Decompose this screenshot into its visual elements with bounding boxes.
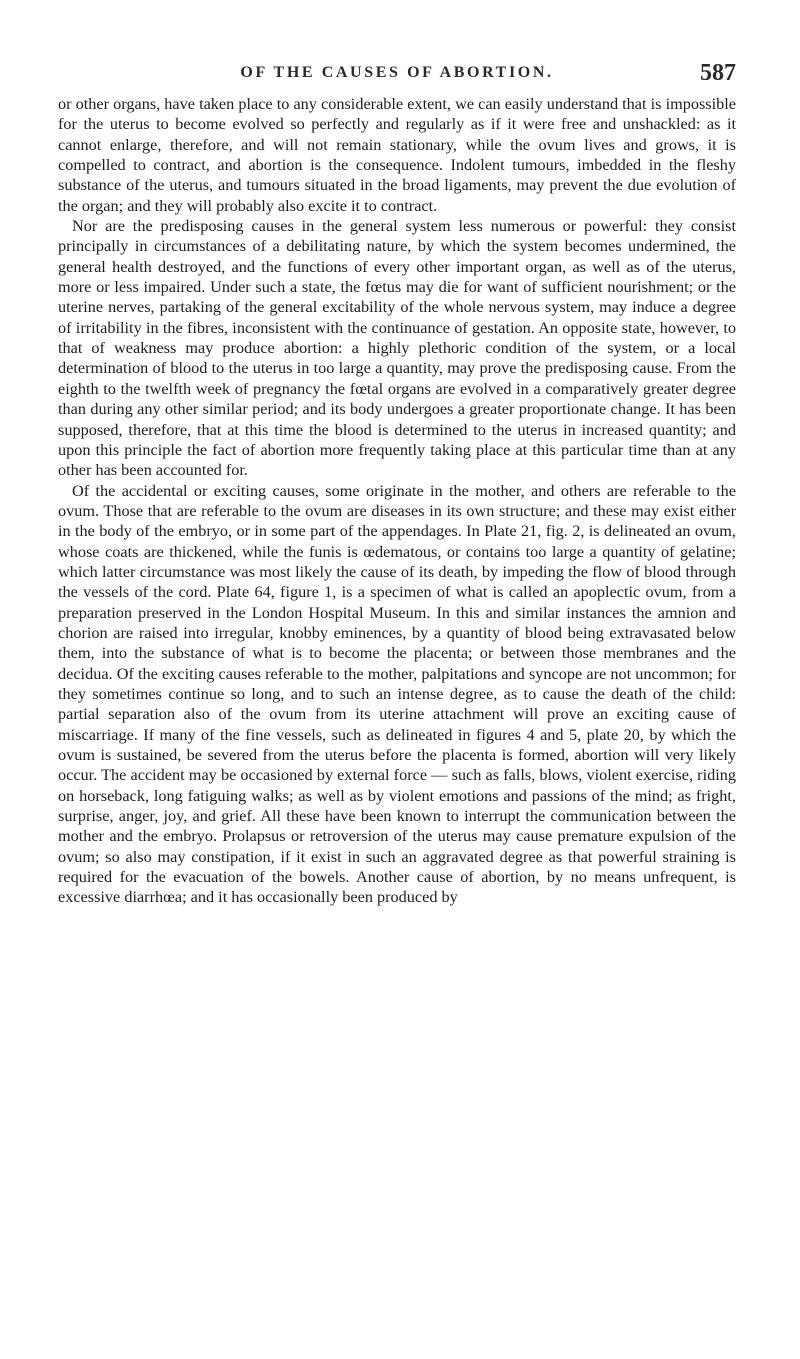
running-title: OF THE CAUSES OF ABORTION. bbox=[240, 64, 554, 81]
running-head bbox=[58, 60, 736, 90]
page-number: 587 bbox=[700, 60, 736, 86]
paragraph-continued: or other organs, have taken place to any considerable extent, we can easily understand that is impossible for the uterus to become evolved so perfectly and regularly as if it were free and unshackled: as it cannot enlarge, therefore, and will not remain stationary, while the ovum lives and grows, it is compelled to contract, and abortion is the consequence. Indolent tumours, imbedded in the fleshy substance of the uterus, and tumours situated in the broad ligaments, may prevent the due evolution of the organ; and they will probably also excite it to contract. bbox=[58, 95, 736, 215]
paragraph-exciting-causes: Of the accidental or exciting causes, some originate in the mother, and others are referable to the ovum. Those that are referable to the ovum are diseases in its own structure; and these may exist either in the body of the embryo, or in some part of the appendages. In Plate 21, fig. 2, is delineated an ovum, whose coats are thickened, while the funis is œdematous, or contains too large a quantity of gelatine; which latter circumstance was most likely the cause of its death, by impeding the flow of blood through the vessels of the cord. Plate 64, figure 1, is a specimen of what is called an apoplectic ovum, from a preparation preserved in the London Hospital Museum. In this and similar instances the amnion and chorion are raised into irregular, knobby eminences, by a quantity of blood being extravasated below them, into the substance of what is to become the placenta; or between those membranes and the decidua. Of the exciting causes referable to the mother, palpitations and syncope are not uncommon; for they sometimes continue so long, and to such an intense degree, as to cause the death of the child: partial separation also of the ovum from its uterine attachment will prove an exciting cause of miscarriage. If many of the fine vessels, such as delineated in figures 4 and 5, plate 20, by which the ovum is sustained, be severed from the uterus before the placenta is formed, abortion will very likely occur. The accident may be occasioned by external force — such as falls, blows, violent exercise, riding on horseback, long fatiguing walks; as well as by violent emotions and passions of the mind; as fright, surprise, anger, joy, and grief. All these have been known to interrupt the communication between the mother and the embryo. Prolapsus or retroversion of the uterus may cause premature expulsion of the ovum; so also may constipation, if it exist in such an aggravated degree as that powerful straining is required for the evacuation of the bowels. Another cause of abortion, by no means unfrequent, is excessive diarrhœa; and it has occasionally been produced by bbox=[58, 481, 736, 907]
body-text bbox=[58, 94, 736, 908]
paragraph-predisposing-causes: Nor are the predisposing causes in the general system less numerous or powerful: they consist principally in circumstances of a debilitating nature, by which the system becomes undermined, the general health destroyed, and the functions of every other important organ, as well as of the uterus, more or less impaired. Under such a state, the fœtus may die for want of sufficient nourishment; or the uterine nerves, partaking of the general excitability of the whole nervous system, may induce a degree of irritability in the fibres, inconsistent with the continuance of gestation. An opposite state, however, to that of weakness may produce abortion: a highly plethoric condition of the system, or a local determination of blood to the uterus in too large a quantity, may prove the predisposing cause. From the eighth to the twelfth week of pregnancy the fœtal organs are evolved in a comparatively greater degree than during any other similar period; and its body undergoes a greater proportionate change. It has been supposed, therefore, that at this time the blood is determined to the uterus in increased quantity; and upon this principle the fact of abortion more frequently taking place at this particular time than at any other has been accounted for. bbox=[58, 217, 736, 480]
